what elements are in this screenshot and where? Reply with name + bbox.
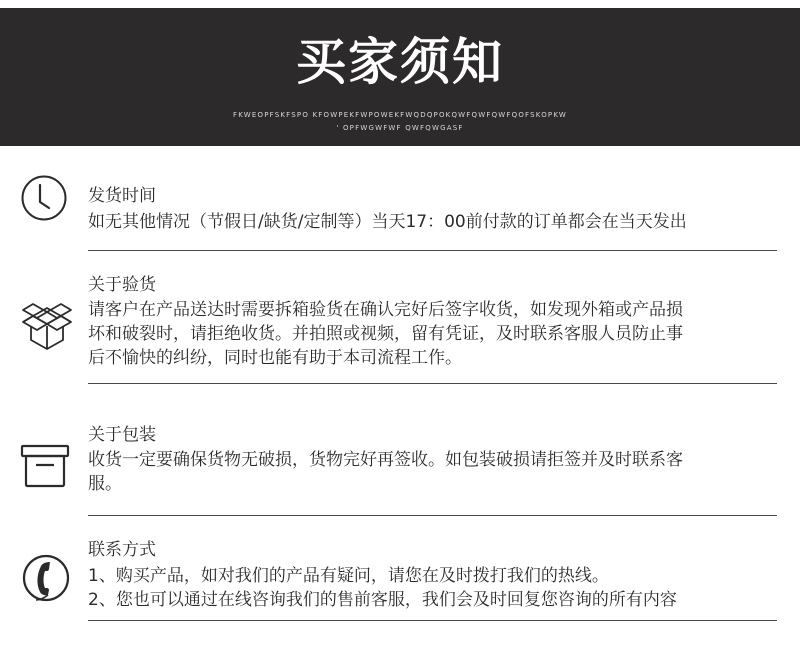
- section-shipping-time: [0, 170, 800, 260]
- section-packaging: [0, 418, 800, 518]
- section-inspection: [0, 266, 800, 386]
- section-title: 联系方式: [88, 540, 156, 560]
- open-box-icon: [20, 302, 74, 356]
- header-banner: [0, 8, 800, 146]
- section-line: 1、购买产品，如对我们的产品有疑问，请您在及时拨打我们的热线。: [88, 566, 609, 586]
- divider: [88, 250, 777, 251]
- divider: [88, 620, 777, 621]
- section-line: 收货一定要确保货物无破损，货物完好再签收。如包装破损请拒签并及时联系客: [88, 450, 683, 470]
- section-body: [88, 210, 780, 234]
- section-title: 关于包装: [88, 425, 156, 445]
- section-line: 2、您也可以通过在线咨询我们的售前客服，我们会及时回复您咨询的所有内容: [88, 590, 677, 610]
- banner-subtitle-line2: ' OPFWGWFWF QWFQWGASF: [336, 124, 464, 132]
- phone-icon: [20, 554, 72, 610]
- page-title: 买家须知: [296, 33, 504, 91]
- divider: [88, 383, 777, 384]
- section-body: [88, 298, 780, 370]
- section-title: 发货时间: [88, 186, 156, 206]
- section-line: 后不愉快的纠纷，同时也能有助于本司流程工作。: [88, 348, 462, 368]
- banner-subtitle-line1: FKWEOPFSKFSPO KFOWPEKFWPOWEKFWQDQPOKQWFQWFQWFQOFSKOPKW: [233, 111, 567, 119]
- section-line: 请客户在产品送达时需要拆箱验货在确认完好后签字收货，如发现外箱或产品损: [88, 300, 683, 320]
- section-line: 如无其他情况（节假日/缺货/定制等）当天17：00前付款的订单都会在当天发出: [88, 212, 687, 232]
- clock-icon: [20, 174, 68, 226]
- section-body: [88, 448, 780, 496]
- section-line: 服。: [88, 474, 122, 494]
- section-line: 坏和破裂时，请拒绝收货。并拍照或视频，留有凭证，及时联系客服人员防止事: [88, 324, 683, 344]
- section-title: 关于验货: [88, 275, 156, 295]
- section-contact: [0, 534, 800, 624]
- divider: [88, 515, 777, 516]
- package-box-icon: [20, 443, 70, 493]
- section-body: [88, 564, 780, 612]
